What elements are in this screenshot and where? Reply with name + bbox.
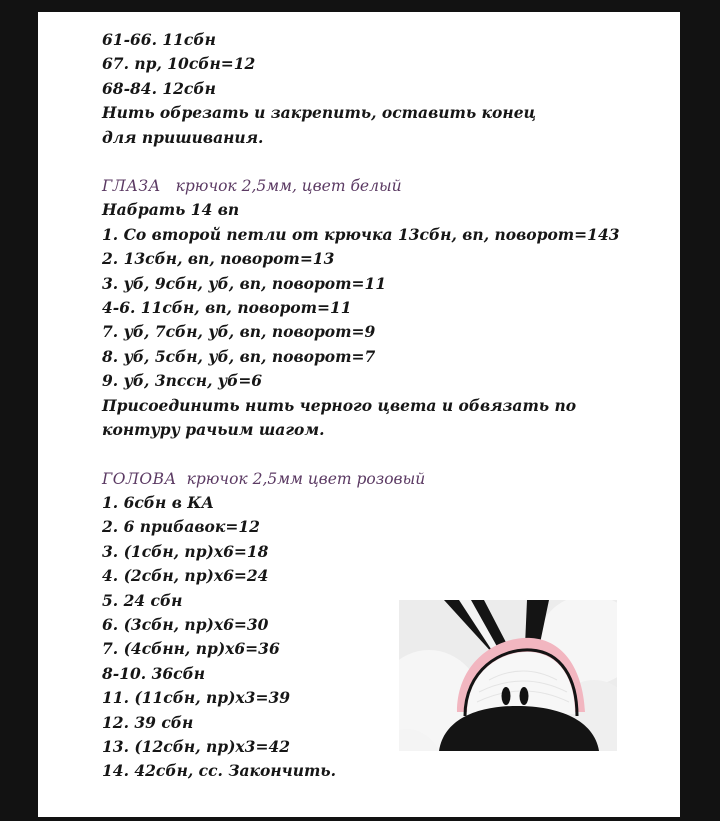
head-line: 11. (11сбн, пр)х3=39 [102,688,291,708]
head-line: 7. (4сбнн, пр)х6=36 [102,639,280,659]
eyes-title: ГЛАЗА [102,177,161,196]
eyes-line: 4-6. 11сбн, вп, поворот=11 [102,298,352,318]
head-line: 8-10. 36сбн [102,663,206,683]
eyes-subtitle: крючок 2,5мм, цвет белый [175,177,402,196]
intro-line: 61-66. 11сбн [102,30,216,49]
head-line: 2. 6 прибавок=12 [102,517,260,537]
intro-line: 68-84. 12сбн [102,78,216,98]
head-title: ГОЛОВА [102,469,177,488]
eyes-line: 8. уб, 5сбн, уб, вп, поворот=7 [102,346,376,366]
eyes-line: 9. уб, 3пссн, уб=6 [102,371,263,391]
intro-line: Нить обрезать и закрепить, оставить конец для пришивания. [102,103,536,147]
crochet-head-photo [399,600,617,751]
head-line: 13. (12сбн, пр)х3=42 [102,736,291,756]
head-subtitle: крючок 2,5мм цвет розовый [186,469,426,488]
head-line: 12. 39 сбн [102,712,194,732]
intro-line: 67. пр, 10сбн=12 [102,54,256,74]
head-line: 4. (2сбн, пр)х6=24 [102,566,269,586]
eyes-line: 7. уб, 7сбн, уб, вп, поворот=9 [102,322,376,342]
head-heading [102,467,662,491]
head-line: 3. (1сбн, пр)х6=18 [102,541,269,561]
eyes-line: 1. Со второй петли от крючка 13сбн, вп, поворот=143 [102,224,620,244]
eyes-line: Набрать 14 вп [102,200,240,220]
eyes-line: 3. уб, 9сбн, уб, вп, поворот=11 [102,273,387,293]
head-line: 14. 42сбн, сс. Закончить. [102,761,337,781]
head-line: 1. 6сбн в КА [102,492,214,512]
eyes-heading [102,174,662,198]
eyes-line: Присоединить нить черного цвета и обвязать по контуру рачьим шагом. [102,395,577,440]
head-line: 6. (3сбн, пр)х6=30 [102,614,269,634]
eyes-line: 2. 13сбн, вп, поворот=13 [102,249,335,269]
head-line: 5. 24 сбн [102,590,183,610]
